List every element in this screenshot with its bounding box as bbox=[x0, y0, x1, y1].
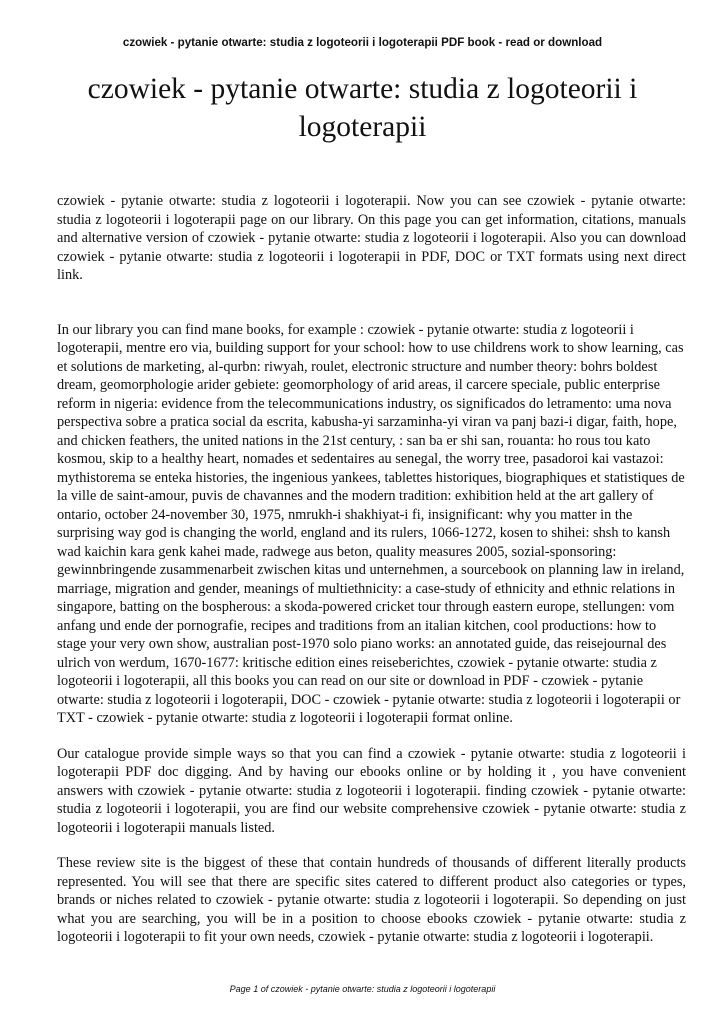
library-paragraph: In our library you can find mane books, for example : czowiek - pytanie otwarte: studia z logoteorii i logoterapii, mentre ero via, building support for your school: how to use childrens work to show learning, cas et solutions de marketing, al-qurbn: riwyah, roulet, electronic structure and number theory: bohrs boldest dream, geomorphologie arider gebiete: geomorphology of arid areas, il carcere speciale, public enterprise reform in nigeria: evidence from the telecommunications industry, os significados do letramento: uma nova perspectiva sobre a pratica social da escrita, kabusha-yi sarzaminha-yi viran va panj bazi-i digar, faith, hope, and chicken feathers, the united nations in the 21st century, : san ba er shi san, rouanta: ho rous tou kato kosmou, skip to a healthy heart, nomades et sedentaires au senegal, the worry tree, pasadoroi kai vastazoi: mythistorema se enteka histories, the ingenious yankees, tablettes historiques, biographiques et statistiques de la ville de saint-amour, puvis de chavannes and the modern tradition: exhibition held at the art gallery of ontario, october 24-november 30, 1975, nmrukh-i shakhiyat-i fi, insignificant: why you matter in the surprising way god is changing the world, england and its rulers, 1066-1272, kosen to shihei: shsh to kansh wad kaichin kara genk kahei made, radwege aus beton, quality measures 2005, sozial-sponsoring: gewinnbringende zusammenarbeit zwischen kitas und unternehmen, a sourcebook on planning law in ireland, marriage, migration and gender, meanings of multiethnicity: a case-study of ethnicity and ethnic relations in singapore, batting on the bospherous: a skoda-powered cricket tour through eastern europe, stellungen: vom anfang und ende der pornografie, recipes and traditions from an italian kitchen, cool productions: how to stage your very own show, australian post-1970 solo piano works: an annotated guide, das reisejournal des ulrich von werdum, 1670-1677: kritische edition eines reiseberichtes, czowiek - pytanie otwarte: studia z logoteorii i logoterapii, all this books you can read on our site or download in PDF - czowiek - pytanie otwarte: studia z logoteorii i logoterapii, DOC - czowiek - pytanie otwarte: studia z logoteorii i logoterapii or TXT - czowiek - pytanie otwarte: studia z logoteorii i logoterapii format online. bbox=[57, 321, 685, 726]
page-footer: Page 1 of czowiek - pytanie otwarte: studia z logoteorii i logoterapii bbox=[229, 984, 496, 994]
page-header: czowiek - pytanie otwarte: studia z logoteorii i logoterapii PDF book - read or download bbox=[122, 36, 603, 49]
catalogue-paragraph: Our catalogue provide simple ways so that you can find a czowiek - pytanie otwarte: studia z logoteorii i logoterapii PDF doc digging. And by having our ebooks online or by holding it , you have convenient answers with czowiek - pytanie otwarte: studia z logoteorii i logoterapii. finding czowiek - pytanie otwarte: studia z logoteorii i logoterapii, you are find our website comprehensive czowiek - pytanie otwarte: studia z logoteorii i logoterapii manuals listed. bbox=[57, 745, 686, 836]
intro-paragraph: czowiek - pytanie otwarte: studia z logoteorii i logoterapii. Now you can see czowiek - pytanie otwarte: studia z logoteorii i logoterapii page on our library. On this page you can get information, citations, manuals and alternative version of czowiek - pytanie otwarte: studia z logoteorii i logoterapii. Also you can download czowiek - pytanie otwarte: studia z logoteorii i logoterapii in PDF, DOC or TXT formats using next direct link. bbox=[57, 193, 686, 283]
document-title: czowiek - pytanie otwarte: studia z logoteorii i logoterapii bbox=[87, 73, 638, 143]
document-body bbox=[57, 192, 686, 947]
review-paragraph: These review site is the biggest of these that contain hundreds of thousands of different literally products represented. You will see that there are specific sites catered to different product also categories or types, brands or niches related to czowiek - pytanie otwarte: studia z logoteorii i logoterapii. So depending on just what you are searching, you will be in a position to choose ebooks czowiek - pytanie otwarte: studia z logoteorii i logoterapii to fit your own needs, czowiek - pytanie otwarte: studia z logoteorii i logoterapii. bbox=[57, 855, 686, 945]
